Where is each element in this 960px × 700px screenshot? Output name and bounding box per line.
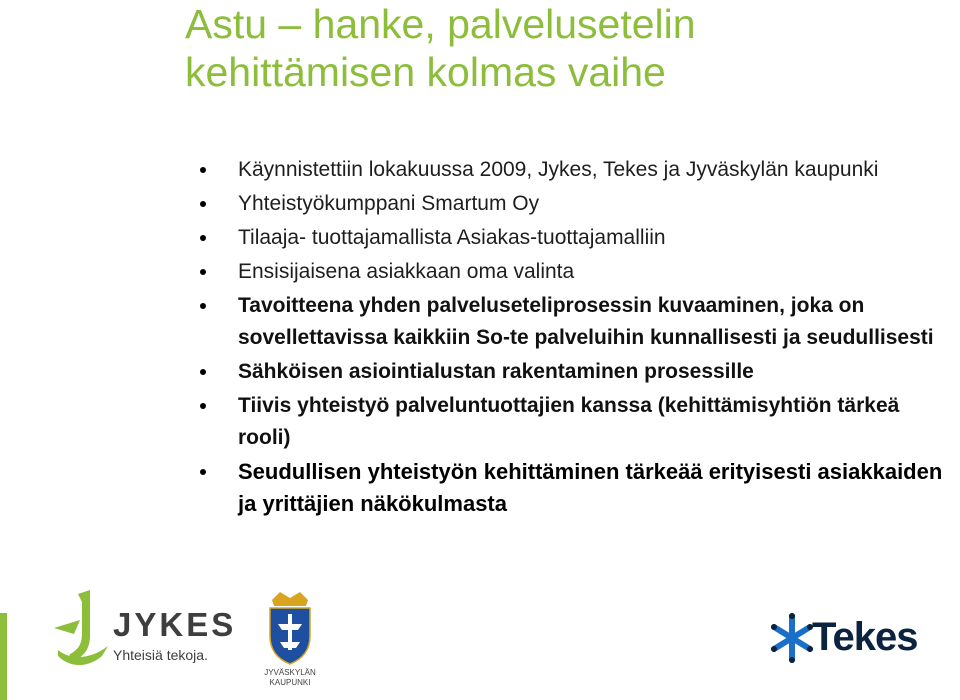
bullet-text: Tavoitteena yhden palveluseteliprosessin kuvaaminen, joka on sovellettavissa kaikkiin So-te palveluihin kunnallisesti ja seudullisesti (238, 294, 934, 349)
bullet-item (200, 154, 950, 186)
bullet-item (200, 456, 950, 520)
bullet-dot-icon (200, 369, 206, 375)
bullet-text: Seudullisen yhteistyön kehittäminen tärkeää erityisesti asiakkaiden ja yrittäjien näkökulmasta (238, 459, 943, 516)
bullet-text: Käynnistettiin lokakuussa 2009, Jykes, Tekes ja Jyväskylän kaupunki (238, 158, 879, 181)
bullet-item (200, 290, 950, 354)
bullet-item (200, 222, 950, 254)
bullet-item (200, 256, 950, 288)
bullet-list (200, 154, 950, 522)
bullet-text: Tilaaja- tuottajamallista Asiakas-tuottajamalliin (238, 226, 666, 249)
bullet-item (200, 390, 950, 454)
jyvaskyla-logo (250, 590, 330, 700)
bullet-dot-icon (200, 201, 206, 207)
green-accent-bar (0, 613, 7, 700)
slide-title-line-2: kehittämisen kolmas vaihe (185, 49, 666, 95)
bullet-text: Yhteistyökumppani Smartum Oy (238, 192, 540, 215)
bullet-item (200, 188, 950, 220)
slide-title-line-1: Astu – hanke, palvelusetelin (185, 1, 696, 47)
jykes-swoosh-icon (50, 590, 114, 670)
coat-of-arms-icon (250, 590, 330, 666)
bullet-dot-icon (200, 303, 206, 309)
tekes-logo (770, 610, 960, 670)
bullet-dot-icon (200, 167, 206, 173)
bullet-dot-icon (200, 469, 206, 475)
bullet-text: Tiivis yhteistyö palveluntuottajien kanssa (kehittämisyhtiön tärkeä rooli) (238, 394, 900, 449)
jyvaskyla-line-1: JYVÄSKYLÄN (264, 668, 316, 677)
bullet-dot-icon (200, 403, 206, 409)
tekes-name: Tekes (812, 615, 918, 659)
jykes-name: JYKES (113, 606, 237, 643)
bullet-item (200, 356, 950, 388)
bullet-dot-icon (200, 269, 206, 275)
jyvaskyla-text (250, 668, 330, 688)
bullet-text: Ensisijaisena asiakkaan oma valinta (238, 260, 575, 283)
jyvaskyla-line-2: KAUPUNKI (269, 678, 311, 687)
bullet-dot-icon (200, 235, 206, 241)
jykes-tagline: Yhteisiä tekoja. (113, 647, 208, 663)
tekes-snowflake-icon (770, 610, 814, 666)
bullet-text: Sähköisen asiointialustan rakentaminen prosessille (238, 360, 754, 383)
jykes-logo (50, 590, 237, 670)
slide-title (185, 0, 945, 96)
